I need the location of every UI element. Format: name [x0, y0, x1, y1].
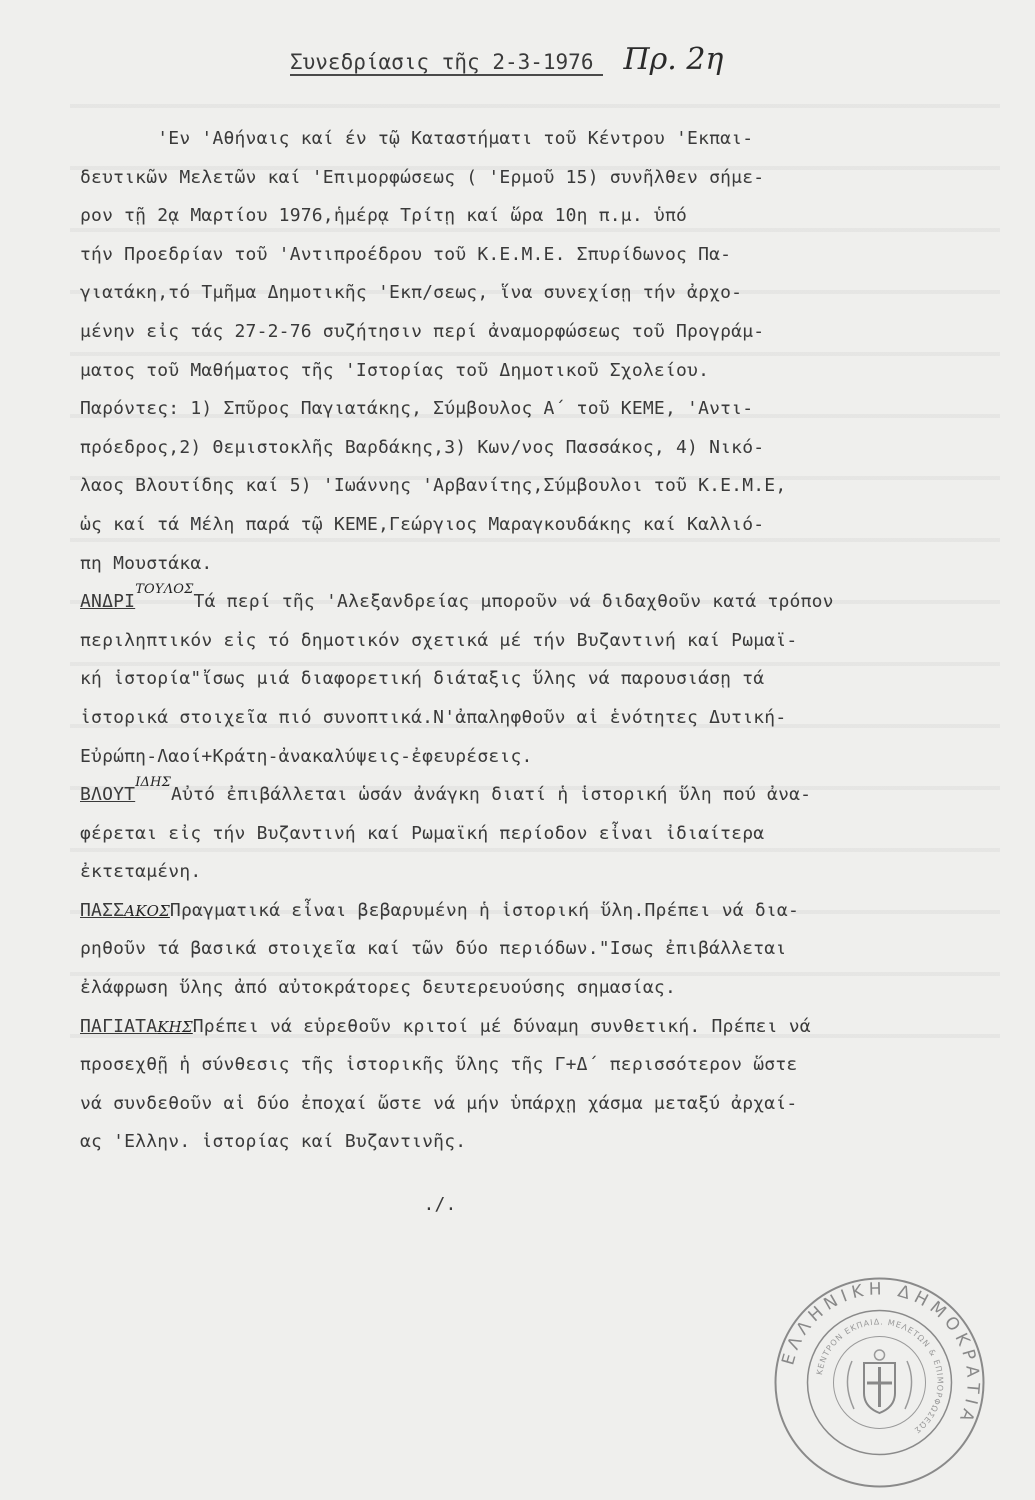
speaker-name: ΠΑΣΣ: [80, 899, 125, 921]
session-date: 2-3-1976: [492, 50, 594, 74]
speaker-name: ΑΝΔΡΙ: [80, 591, 136, 613]
speech-line: ἱστορικά στοιχεῖα πιό συνοπτικά.Ν'ἀπαληφθοῦν αἱ ἑνότητες Δυτική-: [80, 706, 787, 728]
handwritten-speaker-completion: ΤΟΥΛΟΣ: [135, 582, 194, 598]
speech-text: Πραγματικά εἶναι βεβαρυμένη ἡ ἱστορική ὕλη.Πρέπει νά δια-: [169, 899, 800, 921]
handwritten-page-note: Πρ. 2η: [623, 42, 724, 77]
speech-line: ας 'Ελλην. ἱστορίας καί Βυζαντινῆς.: [80, 1131, 467, 1153]
page-title: [290, 42, 1010, 77]
title-prefix: Συνεδρίασις τῆς: [290, 50, 480, 74]
continuation-mark: ./.: [423, 1194, 457, 1216]
handwritten-speaker-completion: ΙΔΗΣ: [135, 775, 172, 791]
body-line: Παρόντες: 1) Σπῦρος Παγιατάκης, Σύμβουλος Α΄ τοῦ ΚΕΜΕ, 'Αντι-: [80, 398, 754, 420]
body-line: δευτικῶν Μελετῶν καί 'Επιμορφώσεως ( 'Ερμοῦ 15) συνῆλθεν σήμε-: [80, 166, 765, 188]
speech-line: φέρεται εἰς τήν Βυζαντινή καί Ρωμαϊκή περίοδον εἶναι ἰδιαίτερα: [80, 822, 765, 844]
body-line: ματος τοῦ Μαθήματος τῆς 'Ιστορίας τοῦ Δημοτικοῦ Σχολείου.: [80, 359, 710, 381]
speech-text: Αὐτό ἐπιβάλλεται ὡσάν ἀνάγκη διατί ἡ ἱστορική ὕλη πού ἀνα-: [171, 784, 812, 806]
body-line: λαος Βλουτίδης καί 5) 'Ιωάννης 'Αρβανίτης,Σύμβουλοι τοῦ Κ.Ε.Μ.Ε,: [80, 475, 787, 497]
body-line: ὡς καί τά Μέλη παρά τῷ ΚΕΜΕ,Γεώργιος Μαραγκουδάκης καί Καλλιό-: [80, 513, 765, 535]
speech-line: νά συνδεθοῦν αἱ δύο ἐποχαί ὥστε νά μήν ὑπάρχῃ χάσμα μεταξύ ἀρχαί-: [80, 1092, 798, 1114]
speech-text: Τά περί τῆς 'Αλεξανδρείας μπορο̃υν νά διδαχθοῦν κατά τρόπον: [193, 591, 834, 613]
speech-line: [80, 892, 980, 931]
body-line: τήν Προεδρίαν τοῦ 'Αντιπροέδρου τοῦ Κ.Ε.Μ.Ε. Σπυρίδωνος Πα-: [80, 243, 732, 265]
speech-line: [80, 583, 980, 622]
speech-line: ἐλάφρωση ὕλης ἀπό αὐτοκράτορες δευτερευούσης σημασίας.: [80, 977, 676, 999]
body-line: γιατάκη,τό Τμῆμα Δημοτικῆς 'Εκπ/σεως, ἵνα συνεχίσῃ τήν ἀρχο-: [80, 282, 743, 304]
official-stamp: [772, 1275, 987, 1490]
minutes-body: [80, 120, 980, 1225]
stamp-outer-text: ΕΛΛΗΝΙΚΗ ΔΗΜΟΚΡΑΤΙΑ: [778, 1279, 983, 1429]
speech-line: [80, 1008, 980, 1047]
speech-line: [80, 776, 980, 815]
speech-line: ἐκτεταμένη.: [80, 861, 202, 883]
title-underline: [290, 50, 603, 76]
speech-line: ρηθοῦν τά βασικά στοιχεῖα καί τῶν δύο περιόδων."Ισως ἐπιβάλλεται: [80, 938, 787, 960]
speaker-name: ΠΑΓΙΑΤΑ: [80, 1015, 158, 1037]
speech-line: περιληπτικόν εἰς τό δημοτικόν σχετικά μέ τήν Βυζαντινή καί Ρωμαϊ-: [80, 629, 798, 651]
stamp-inner-text: ΚΕΝΤΡΟΝ ΕΚΠΑΙΔ. ΜΕΛΕΤΩΝ & ΕΠΙΜΟΡΦΩΣΕΩΣ: [814, 1317, 945, 1436]
speech-line: Εὐρώπη-Λαοί+Κράτη-ἀνακαλύψεις-ἐφευρέσεις.: [80, 745, 533, 767]
body-line: ρον τῇ 2ᾳ Μαρτίου 1976,ἡμέρᾳ Τρίτῃ καί ὥρα 10η π.μ. ὑπό: [80, 205, 688, 227]
speech-line: προσεχθῇ ἡ σύνθεσις τῆς ἱστορικῆς ὕλης τῆς Γ+Δ΄ περισσότερον ὥστε: [80, 1054, 798, 1076]
body-line: πη Μουστάκα.: [80, 552, 213, 574]
body-line: 'Εν 'Αθήναις καί έν τῷ Καταστήματι τοῦ Κέντρου 'Εκπαι-: [80, 128, 754, 149]
handwritten-speaker-completion: ΚΗΣ: [157, 1017, 193, 1036]
speech-line: κή ἱστορία"ἴσως μιά διαφορετική διάταξις ὕλης νά παρουσιάσῃ τά: [80, 668, 765, 690]
body-line: μένην εἰς τάς 27-2-76 συζήτησιν περί ἀναμορφώσεως τοῦ Προγράμ-: [80, 320, 765, 342]
speaker-name: ΒΛΟΥΤ: [80, 784, 136, 806]
coat-of-arms-icon: [847, 1350, 911, 1413]
handwritten-speaker-completion: ΑΚΟΣ: [124, 901, 170, 920]
speech-text: Πρέπει νά εὑρεθοῦν κριτοί μέ δύναμη συνθετική. Πρέπει νά: [192, 1015, 811, 1037]
body-line: πρόεδρος,2) Θεμιστοκλῆς Βαρδάκης,3) Κων/νος Πασσάκος, 4) Νικό-: [80, 436, 765, 458]
